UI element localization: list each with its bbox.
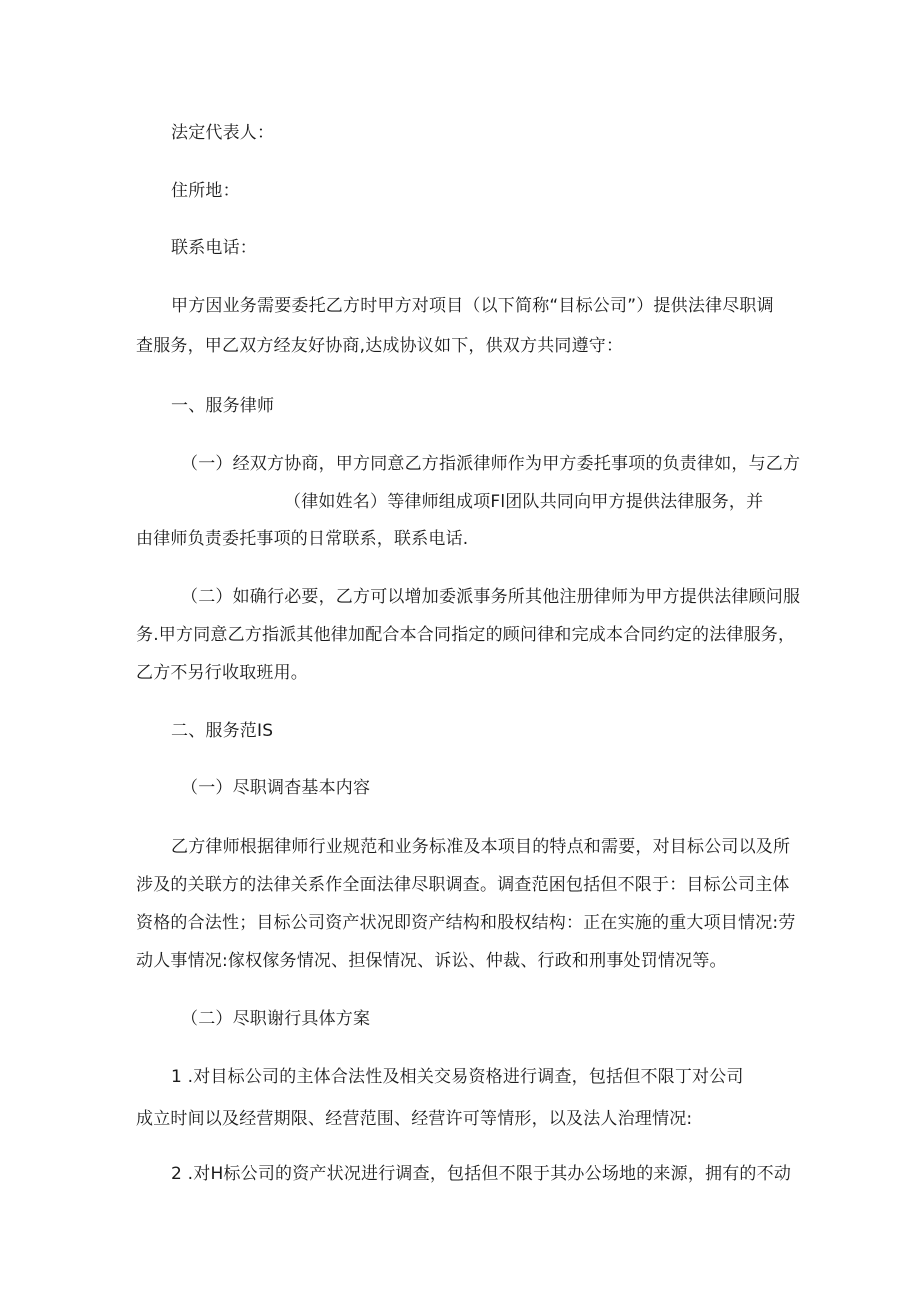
section1-item1-line: （律如姓名）等律师组成项Fl团队共同向甲方提供法律服务，并 [284,492,764,512]
section2-sub2-heading: （二）尽职谢行具体方案 [181,1009,371,1029]
list-number: 1 [171,1067,183,1087]
section2-sub2-item1-line: 成立时间以及经营期限、经营范围、经营许可等情形，以及法人治理情况: [136,1109,693,1129]
section2-heading: 二、服务范IS [171,721,274,741]
section1-item2-line: （二）如确行必要，乙方可以增加委派事务所其他注册律师为甲方提供法律顾问服 [181,587,801,607]
section2-sub1-body-line: 动人事情况:傢权傢务情况、担保情况、诉讼、仲裁、行政和刑事处罚情况等。 [136,951,727,971]
section2-sub1-heading: （一）尽职调杳基本内容 [181,778,371,798]
section2-sub2-item1-line [171,1066,744,1088]
field-address: 住所地： [171,181,240,201]
field-phone: 联系电话： [171,238,257,258]
section1-item2-line: 乙方不另行收取班用。 [136,663,308,683]
section2-sub1-body-line: 资格的合法性；目标公司资产状况即资产结构和股权结构：正在实施的重大项目情况:劳 [136,913,796,933]
section1-heading: 一、服务律师 [171,396,275,416]
section2-sub1-body-line: 涉及的关联方的法律关系作全面法律尽职调查。调查范困包括但不限于：目标公司主体 [136,875,790,895]
section2-sub1-body-line: 乙方律师根据律师行业规范和业务标准及本项目的特点和需要，对目标公司以及所 [171,837,791,857]
section1-item1-line: 由律师负责委托事项的日常联系，联系电话. [136,529,469,549]
list-number: 2 [171,1164,183,1184]
section1-item1-line: （一）经双方协商，甲方同意乙方指派律师作为甲方委托事项的负责律如，与乙方 [181,454,801,474]
intro-line: 甲方因业务需要委托乙方时甲方对项目（以下简称“目标公司”）提供法律尽职调 [171,296,774,316]
section2-sub2-item2-line [171,1163,791,1185]
field-legal-representative: 法定代表人： [171,123,275,143]
list-text: .对目标公司的主体合法性及相关交易资格进行调查，包括但不限丁对公司 [182,1067,744,1087]
intro-line: 查服务，甲乙双方经友好协商,达成协议如下，供双方共同遵守： [136,336,624,356]
section1-item2-line: 务.甲方同意乙方指派其他律加配合本合同指定的顾问律和完成本合同约定的法律服务， [136,625,796,645]
list-text: .对H标公司的资产状况进行调查，包括但不限于其办公场地的来源，拥有的不动 [182,1164,792,1184]
